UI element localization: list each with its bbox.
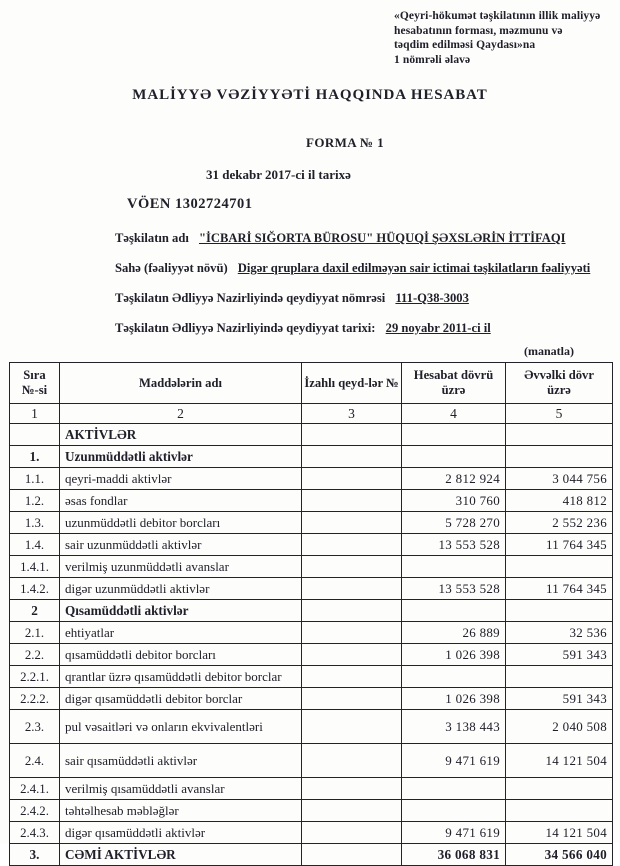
- registration-date-label: Təşkilatın Ədliyyə Nazirliyində qeydiyyat tarixi:: [115, 321, 376, 335]
- column-header: Maddələrin adı: [60, 363, 302, 404]
- row-number-cell: 2.2.1.: [10, 666, 60, 688]
- org-name-line: [115, 231, 566, 246]
- column-header: Əvvəlki dövr üzrə: [506, 363, 613, 404]
- note-cell: [302, 490, 402, 512]
- note-cell: [302, 578, 402, 600]
- table-row: [10, 468, 613, 490]
- previous-period-cell: 591 343: [506, 644, 613, 666]
- financial-table: [9, 362, 613, 866]
- row-number-cell: 1.4.1.: [10, 556, 60, 578]
- column-header: Sıra №-si: [10, 363, 60, 404]
- table-head: [10, 363, 613, 424]
- item-name-cell: pul vəsaitləri və onların ekvivalentləri: [60, 710, 302, 744]
- org-name-label: Təşkilatın adı: [115, 231, 189, 245]
- table-row: [10, 600, 613, 622]
- row-number-cell: 2.1.: [10, 622, 60, 644]
- current-period-cell: 26 889: [402, 622, 506, 644]
- previous-period-cell: 14 121 504: [506, 744, 613, 778]
- previous-period-cell: 32 536: [506, 622, 613, 644]
- note-cell: [302, 666, 402, 688]
- note-cell: [302, 512, 402, 534]
- row-number-cell: 1.2.: [10, 490, 60, 512]
- registration-number-value: 111-Q38-3003: [395, 291, 469, 305]
- column-number-cell: 5: [506, 404, 613, 424]
- previous-period-cell: [506, 556, 613, 578]
- row-number-cell: 1.1.: [10, 468, 60, 490]
- item-name-cell: verilmiş qısamüddətli avanslar: [60, 778, 302, 800]
- column-number-cell: 1: [10, 404, 60, 424]
- previous-period-cell: 11 764 345: [506, 534, 613, 556]
- note-cell: [302, 800, 402, 822]
- item-name-cell: sair qısamüddətli aktivlər: [60, 744, 302, 778]
- row-number-cell: 2.4.2.: [10, 800, 60, 822]
- table-row: [10, 578, 613, 600]
- current-period-cell: 310 760: [402, 490, 506, 512]
- annex-note: [394, 9, 600, 67]
- previous-period-cell: [506, 424, 613, 446]
- row-number-cell: [10, 424, 60, 446]
- note-cell: [302, 710, 402, 744]
- item-name-cell: digər qısamüddətli aktivlər: [60, 822, 302, 844]
- registration-date-value: 29 noyabr 2011-ci il: [385, 321, 491, 335]
- report-title: MALİYYƏ VƏZİYYƏTİ HAQQINDA HESABAT: [132, 87, 488, 103]
- table-row: [10, 778, 613, 800]
- previous-period-cell: [506, 778, 613, 800]
- row-number-cell: 1.4.: [10, 534, 60, 556]
- table-row: [10, 822, 613, 844]
- annex-line: təqdim edilməsi Qaydası»na: [394, 39, 536, 51]
- table-row: [10, 490, 613, 512]
- column-number-cell: 2: [60, 404, 302, 424]
- note-cell: [302, 424, 402, 446]
- current-period-cell: 13 553 528: [402, 534, 506, 556]
- column-number-cell: 3: [302, 404, 402, 424]
- table-row: [10, 800, 613, 822]
- previous-period-cell: 2 040 508: [506, 710, 613, 744]
- previous-period-cell: [506, 800, 613, 822]
- previous-period-cell: 2 552 236: [506, 512, 613, 534]
- annex-line: hesabatının forması, məzmunu və: [394, 24, 563, 37]
- note-cell: [302, 822, 402, 844]
- item-name-cell: ehtiyatlar: [60, 622, 302, 644]
- activity-line: [115, 261, 590, 276]
- current-period-cell: 13 553 528: [402, 578, 506, 600]
- item-name-cell: qısamüddətli debitor borcları: [60, 644, 302, 666]
- column-number-cell: 4: [402, 404, 506, 424]
- item-name-cell: Uzunmüddətli aktivlər: [60, 446, 302, 468]
- annex-line: «Qeyri-hökumət təşkilatının illik maliyyə: [394, 10, 601, 22]
- table-row: [10, 622, 613, 644]
- row-number-cell: 2.4.1.: [10, 778, 60, 800]
- annex-line: 1 nömrəli əlavə: [394, 53, 471, 66]
- note-cell: [302, 644, 402, 666]
- note-cell: [302, 534, 402, 556]
- report-date: 31 dekabr 2017-ci il tarixə: [206, 167, 351, 182]
- previous-period-cell: [506, 666, 613, 688]
- note-cell: [302, 688, 402, 710]
- previous-period-cell: 418 812: [506, 490, 613, 512]
- org-name-value: "İCBARİ SIĞORTA BÜROSU" HÜQUQİ ŞƏXSLƏRİN İTTİFAQI: [199, 231, 566, 245]
- item-name-cell: digər qısamüddətli debitor borclar: [60, 688, 302, 710]
- column-header: İzahlı qeyd-lər №: [302, 363, 402, 404]
- table-row: [10, 744, 613, 778]
- previous-period-cell: [506, 446, 613, 468]
- item-name-cell: təhtəlhesab məbləğlər: [60, 800, 302, 822]
- current-period-cell: 5 728 270: [402, 512, 506, 534]
- row-number-cell: 2.2.: [10, 644, 60, 666]
- table-row: [10, 688, 613, 710]
- previous-period-cell: 3 044 756: [506, 468, 613, 490]
- item-name-cell: sair uzunmüddətli aktivlər: [60, 534, 302, 556]
- current-period-cell: [402, 666, 506, 688]
- row-number-cell: 2.3.: [10, 710, 60, 744]
- previous-period-cell: 11 764 345: [506, 578, 613, 600]
- row-number-cell: 3.: [10, 844, 60, 866]
- current-period-cell: [402, 556, 506, 578]
- item-name-cell: verilmiş uzunmüddətli avanslar: [60, 556, 302, 578]
- form-number: FORMA № 1: [306, 135, 385, 150]
- note-cell: [302, 844, 402, 866]
- note-cell: [302, 778, 402, 800]
- table-row: [10, 844, 613, 866]
- item-name-cell: qrantlar üzrə qısamüddətli debitor borclar: [60, 666, 302, 688]
- previous-period-cell: 34 566 040: [506, 844, 613, 866]
- column-header: Hesabat dövrü üzrə: [402, 363, 506, 404]
- current-period-cell: 36 068 831: [402, 844, 506, 866]
- current-period-cell: 1 026 398: [402, 688, 506, 710]
- table-row: [10, 534, 613, 556]
- item-name-cell: CƏMİ AKTİVLƏR: [60, 844, 302, 866]
- item-name-cell: əsas fondlar: [60, 490, 302, 512]
- table-row: [10, 512, 613, 534]
- header-row: [10, 363, 613, 404]
- voen-number: VÖEN 1302724701: [127, 196, 253, 212]
- current-period-cell: 3 138 443: [402, 710, 506, 744]
- previous-period-cell: 591 343: [506, 688, 613, 710]
- current-period-cell: [402, 778, 506, 800]
- row-number-cell: 1.3.: [10, 512, 60, 534]
- currency-note: (manatla): [524, 344, 574, 358]
- current-period-cell: 2 812 924: [402, 468, 506, 490]
- item-name-cell: uzunmüddətli debitor borcları: [60, 512, 302, 534]
- table-row: [10, 644, 613, 666]
- table-row: [10, 556, 613, 578]
- registration-number-line: [115, 291, 469, 306]
- table-row: [10, 710, 613, 744]
- note-cell: [302, 622, 402, 644]
- table-row: [10, 424, 613, 446]
- note-cell: [302, 744, 402, 778]
- registration-number-label: Təşkilatın Ədliyyə Nazirliyində qeydiyyat nömrəsi: [115, 291, 386, 305]
- row-number-cell: 2: [10, 600, 60, 622]
- column-number-row: [10, 404, 613, 424]
- row-number-cell: 1.4.2.: [10, 578, 60, 600]
- row-number-cell: 2.4.: [10, 744, 60, 778]
- previous-period-cell: [506, 600, 613, 622]
- current-period-cell: [402, 424, 506, 446]
- table-row: [10, 446, 613, 468]
- activity-value: Digər qruplara daxil edilməyən sair ictimai təşkilatların fəaliyyəti: [237, 261, 591, 275]
- item-name-cell: qeyri-maddi aktivlər: [60, 468, 302, 490]
- item-name-cell: digər uzunmüddətli aktivlər: [60, 578, 302, 600]
- current-period-cell: [402, 446, 506, 468]
- row-number-cell: 2.4.3.: [10, 822, 60, 844]
- current-period-cell: [402, 600, 506, 622]
- current-period-cell: 9 471 619: [402, 822, 506, 844]
- row-number-cell: 2.2.2.: [10, 688, 60, 710]
- item-name-cell: Qısamüddətli aktivlər: [60, 600, 302, 622]
- note-cell: [302, 600, 402, 622]
- current-period-cell: 1 026 398: [402, 644, 506, 666]
- registration-date-line: [115, 321, 491, 336]
- row-number-cell: 1.: [10, 446, 60, 468]
- note-cell: [302, 556, 402, 578]
- activity-label: Sahə (fəaliyyət növü): [115, 261, 228, 275]
- previous-period-cell: 14 121 504: [506, 822, 613, 844]
- item-name-cell: AKTİVLƏR: [60, 424, 302, 446]
- current-period-cell: [402, 800, 506, 822]
- table-body: [10, 424, 613, 866]
- table-row: [10, 666, 613, 688]
- current-period-cell: 9 471 619: [402, 744, 506, 778]
- note-cell: [302, 446, 402, 468]
- note-cell: [302, 468, 402, 490]
